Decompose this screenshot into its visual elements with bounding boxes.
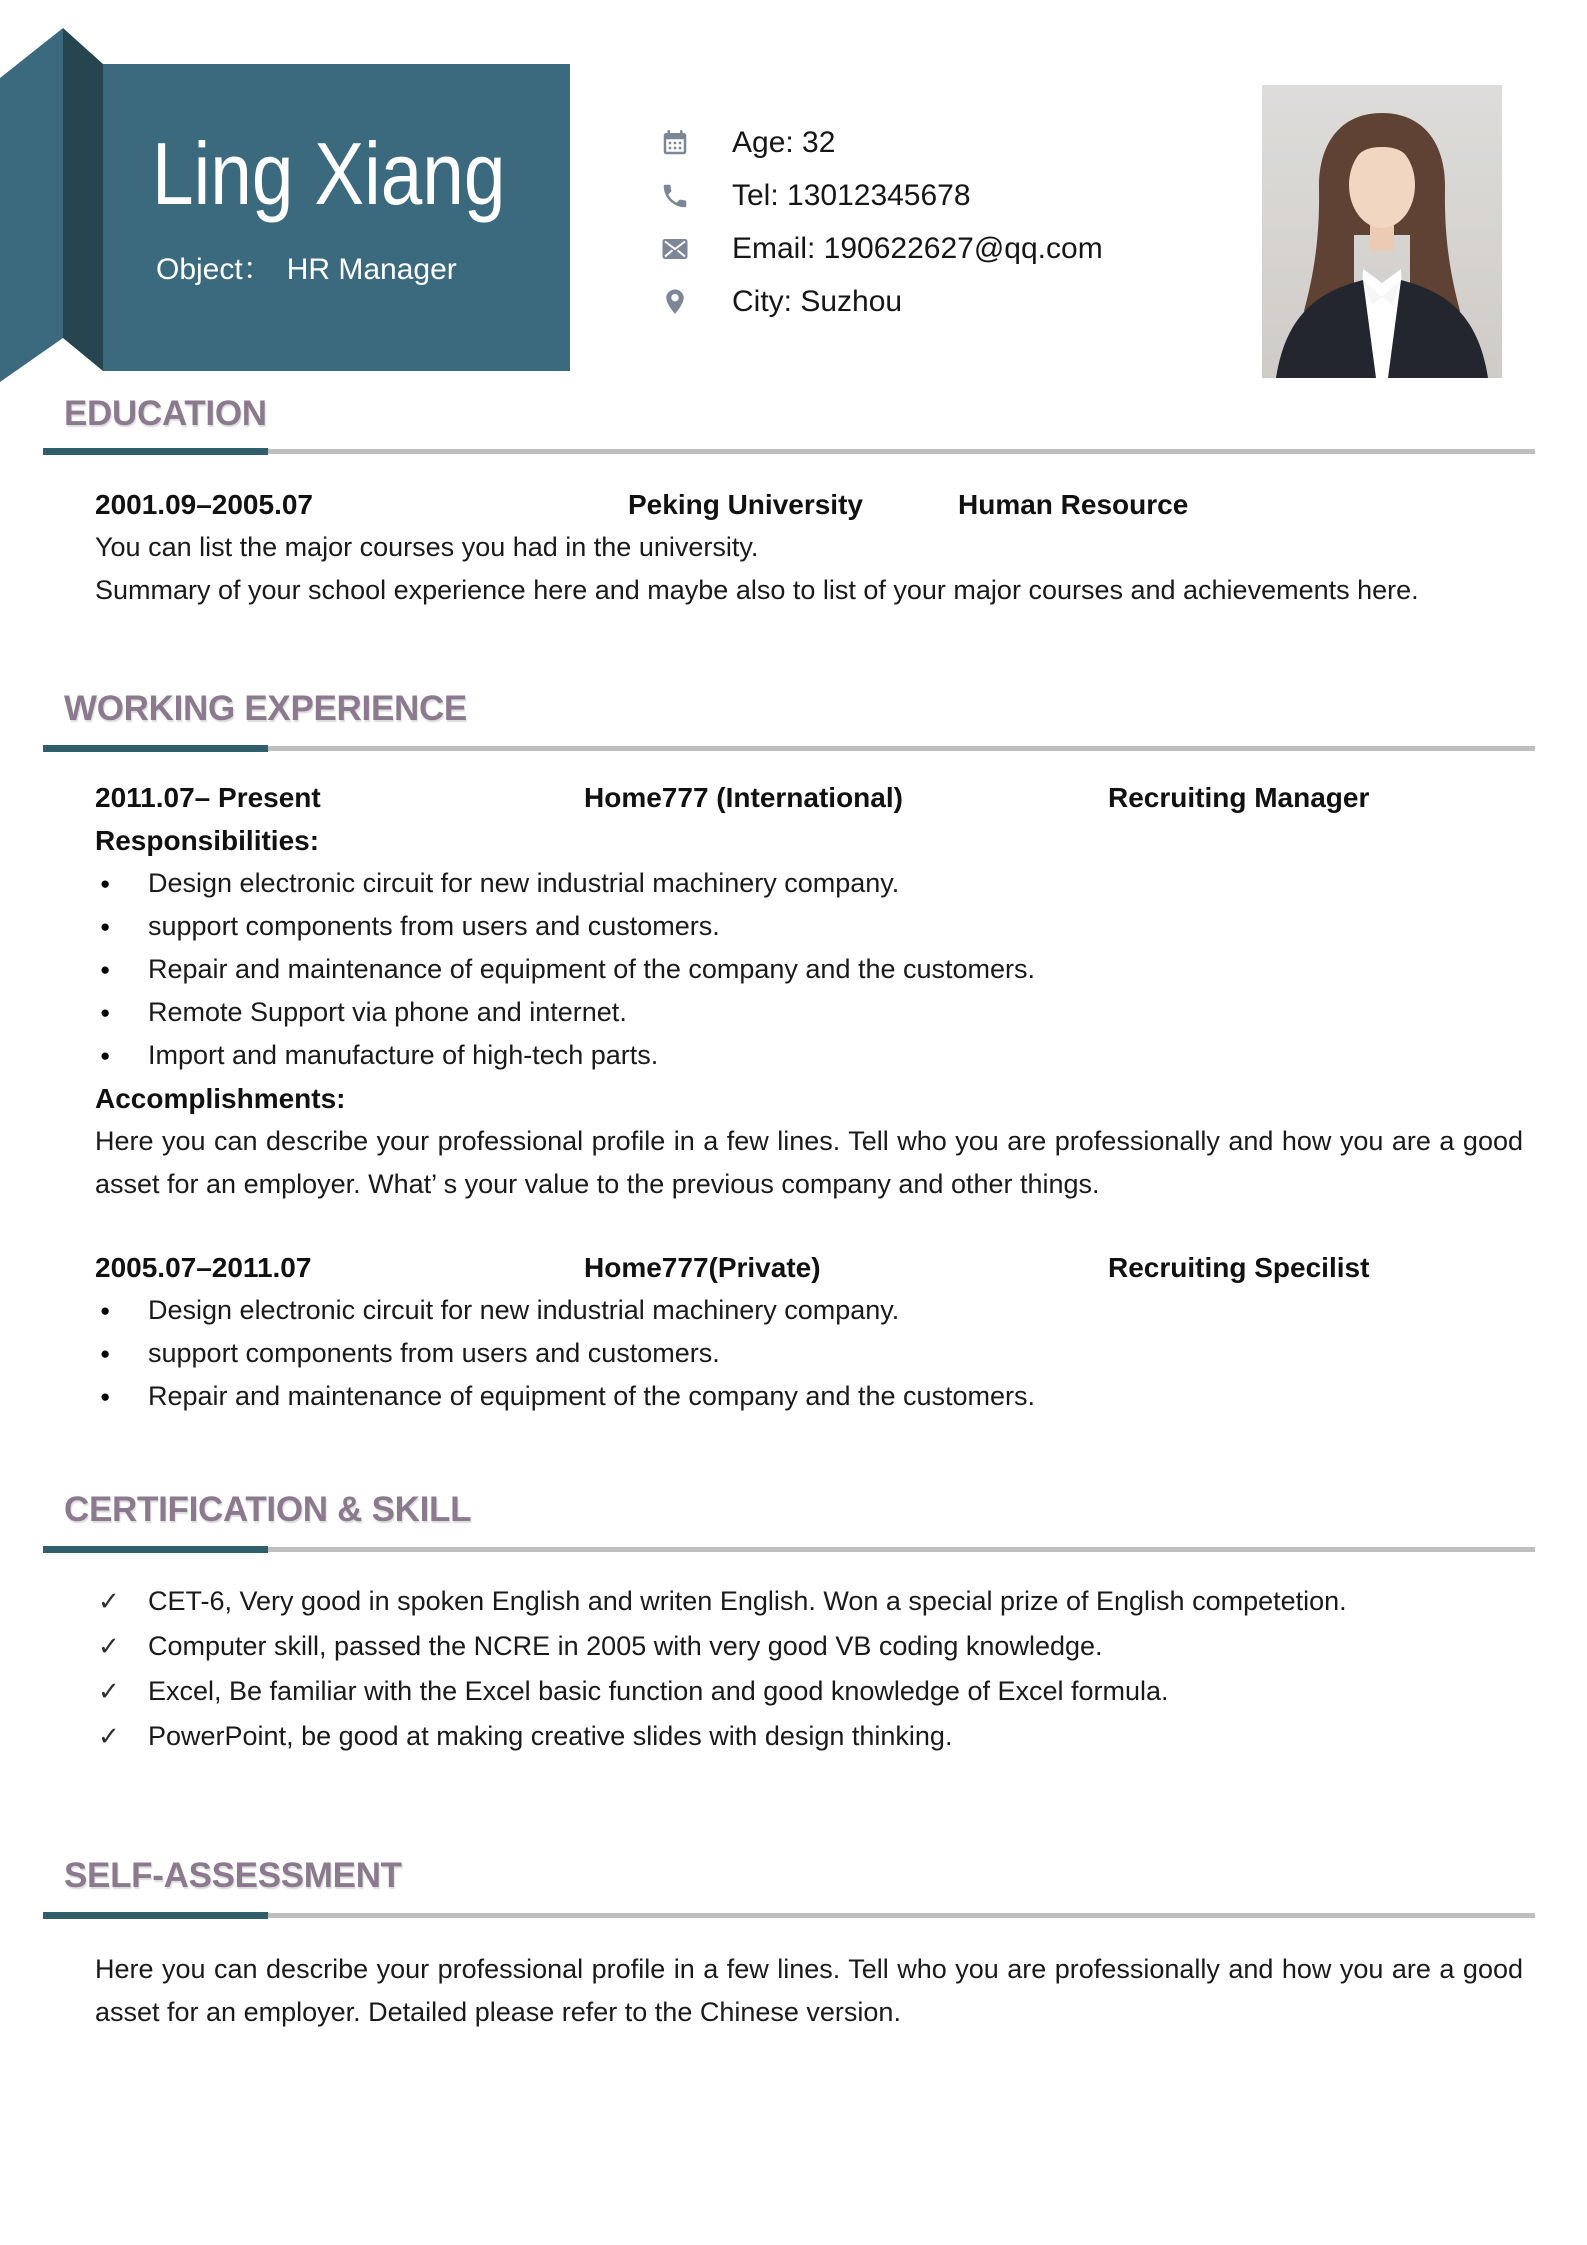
contact-block — [658, 116, 1103, 328]
calendar-icon — [658, 126, 692, 160]
job-company: Home777 (International) — [584, 782, 903, 813]
skills-list — [43, 1579, 1535, 1759]
job2-duties-list — [43, 1289, 1535, 1418]
section-title-skills: CERTIFICATION & SKILL — [64, 1490, 472, 1529]
assessment-text: Here you can describe your professional profile in a few lines. Tell who you are professionally and how you are a good asset for an employer. Detailed please refer to the Chinese version. — [95, 1954, 1523, 2027]
contact-row-email — [658, 222, 1103, 275]
candidate-name: Ling Xiang — [152, 124, 506, 223]
job-role: Recruiting Manager — [1108, 782, 1370, 813]
section-divider — [43, 1546, 1535, 1553]
objective-line — [156, 244, 457, 288]
list-item: ✓ Excel, Be familiar with the Excel basic function and good knowledge of Excel formula. — [43, 1669, 1535, 1714]
section-title-assessment: SELF-ASSESSMENT — [64, 1856, 402, 1895]
education-line: You can list the major courses you had in the university. — [95, 532, 759, 562]
list-item: ● Design electronic circuit for new industrial machinery company. — [43, 1289, 1535, 1332]
contact-row-age — [658, 116, 1103, 169]
section-divider — [43, 1912, 1535, 1919]
list-item: ● support components from users and customers. — [43, 1332, 1535, 1375]
education-period: 2001.09–2005.07 — [95, 489, 313, 520]
list-item: ● Import and manufacture of high-tech parts. — [43, 1034, 1535, 1077]
education-row — [43, 483, 1535, 526]
objective-value: HR Manager — [286, 253, 457, 286]
list-item: ✓ PowerPoint, be good at making creative slides with design thinking. — [43, 1714, 1535, 1759]
contact-tel: Tel: 13012345678 — [732, 178, 971, 212]
section-divider — [43, 448, 1535, 455]
email-icon — [658, 232, 692, 266]
education-school: Peking University — [628, 489, 863, 520]
list-item: ● Design electronic circuit for new industrial machinery company. — [43, 862, 1535, 905]
section-title-experience: WORKING EXPERIENCE — [64, 689, 467, 728]
responsibilities-label: Responsibilities: — [95, 825, 320, 856]
list-item: ✓ CET-6, Very good in spoken English and writen English. Won a special prize of English competetion. — [43, 1579, 1535, 1624]
list-item: ● Repair and maintenance of equipment of the company and the customers. — [43, 948, 1535, 991]
job-period: 2011.07– Present — [95, 782, 321, 813]
accomplishments-text: Here you can describe your professional profile in a few lines. Tell who you are professionally and how you are a good asset for an employer. What’ s your value to the previous company and other things. — [95, 1126, 1523, 1199]
contact-row-tel — [658, 169, 1103, 222]
job-row — [43, 776, 1535, 819]
profile-photo — [1262, 85, 1502, 378]
list-item: ● Remote Support via phone and internet. — [43, 991, 1535, 1034]
list-item: ● support components from users and customers. — [43, 905, 1535, 948]
list-item: ✓ Computer skill, passed the NCRE in 2005 with very good VB coding knowledge. — [43, 1624, 1535, 1669]
responsibilities-list — [43, 862, 1535, 1077]
education-summary: Summary of your school experience here and maybe also to list of your major courses and achievements here. — [95, 575, 1419, 605]
location-icon — [658, 285, 692, 319]
phone-icon — [658, 179, 692, 213]
section-title-education: EDUCATION — [64, 394, 267, 433]
education-major: Human Resource — [958, 489, 1189, 520]
objective-label: Object： — [156, 253, 273, 286]
job-role: Recruiting Specilist — [1108, 1252, 1370, 1283]
job-period: 2005.07–2011.07 — [95, 1252, 312, 1283]
resume-content — [43, 392, 1535, 2034]
contact-age: Age: 32 — [732, 125, 836, 159]
accomplishments-label: Accomplishments: — [95, 1083, 346, 1114]
job-company: Home777(Private) — [584, 1252, 821, 1283]
section-divider — [43, 745, 1535, 752]
job-row — [43, 1246, 1535, 1289]
contact-email: Email: 190622627@qq.com — [732, 231, 1103, 265]
contact-city: City: Suzhou — [732, 284, 903, 318]
contact-row-city — [658, 275, 1103, 328]
list-item: ● Repair and maintenance of equipment of the company and the customers. — [43, 1375, 1535, 1418]
